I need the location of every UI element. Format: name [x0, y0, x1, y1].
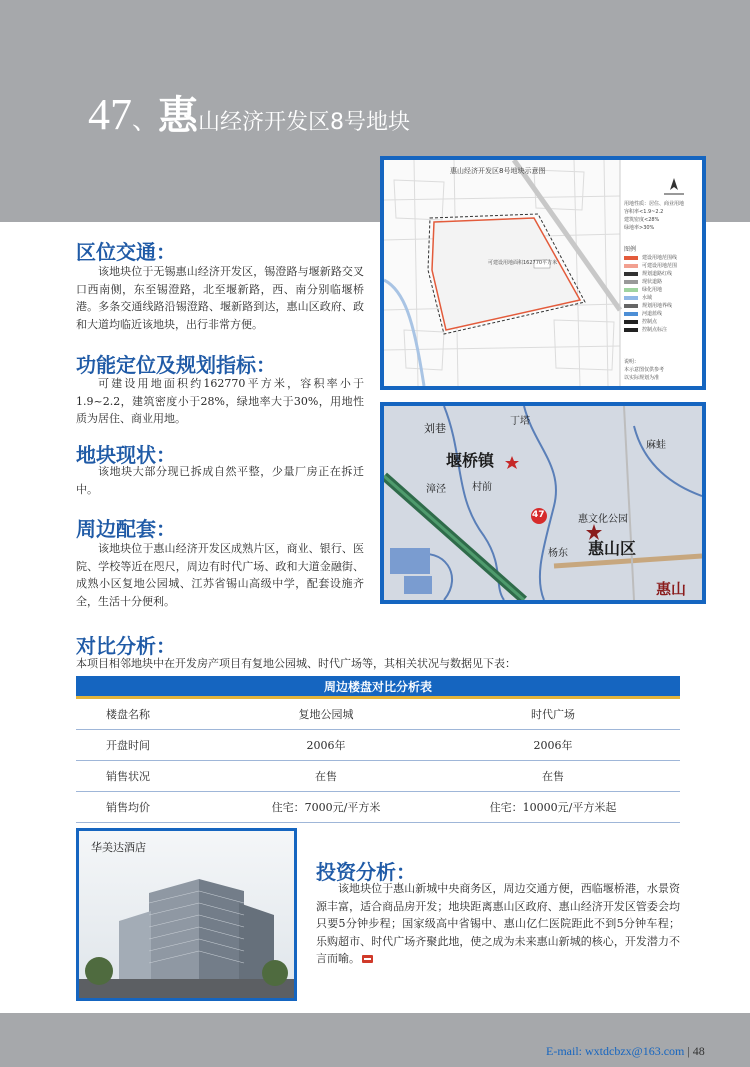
table-cell: 2006年 — [306, 739, 346, 752]
map-label: 惠山区 — [588, 539, 637, 558]
table-cell: 销售状况 — [106, 770, 150, 783]
hotel-photo-drawing — [79, 831, 294, 998]
table-title: 周边楼盘对比分析表 — [76, 676, 680, 699]
site-plan-note: 说明： 本示意图仅供参考 以实际规划为准 — [624, 359, 665, 381]
title-rest: 山经济开发区8号地块 — [198, 110, 411, 135]
section-text-surroundings: 该地块位于惠山经济开发区成熟片区，商业、银行、医院、学校等近在咫尺，周边有时代广场、政和大道金融街、成熟小区复地公园城、江苏省锡山高级中学，配套设施齐全，生活十分便利。 — [76, 542, 364, 608]
legend-item: 可建设用地范围 — [624, 262, 684, 270]
legend-item: 建设用地范围线 — [624, 254, 684, 262]
section-heading-investment: 投资分析： — [316, 860, 416, 884]
legend-item: 控制点标注 — [624, 326, 684, 334]
site-plan-frame — [380, 156, 706, 390]
table-cell: 住宅：10000元/平方米起 — [489, 801, 617, 814]
location-map-frame — [380, 402, 706, 604]
legend-swatch — [624, 272, 638, 276]
legend-swatch — [624, 264, 638, 268]
table-cell: 销售均价 — [106, 801, 150, 814]
table-cell: 住宅：7000元/平方米 — [271, 801, 381, 814]
hotel-photo-label: 华美达酒店 — [91, 841, 146, 854]
site-plan-map — [384, 160, 702, 386]
map-label: 杨东 — [548, 548, 568, 559]
section-heading-location: 区位交通： — [76, 240, 176, 264]
table-cell: 楼盘名称 — [106, 708, 150, 721]
table-cell: 开盘时间 — [106, 739, 150, 752]
spec-line: 绿地率>30% — [624, 225, 655, 231]
site-area-label: 可建设用地面积162770平方米 — [488, 260, 558, 266]
legend-item: 规划用地界线 — [624, 302, 684, 310]
map-label: 刘巷 — [424, 422, 446, 435]
spec-line: 用地性质：居住、商业用地 — [624, 201, 685, 207]
section-text-location: 该地块位于无锡惠山经济开发区，锡澄路与堰新路交叉口西南侧，东至锡澄路，北至堰新路，西、南分别临堰桥港。多条交通线路沿锡澄路、堰新路到达，惠山区政府、政和大道均临近该地块，出行非常方便。 — [76, 265, 364, 331]
section-text-status: 该地块大部分现已拆成自然平整，少量厂房正在拆迁中。 — [76, 465, 364, 496]
legend-item: 河道蓝线 — [624, 310, 684, 318]
section-heading-comparison: 对比分析： — [76, 634, 176, 658]
section-heading-status: 地块现状： — [76, 443, 176, 467]
footer-email: E-mail: wxtdcbzx@163.com — [546, 1044, 685, 1058]
legend-item: 水域 — [624, 294, 684, 302]
section-text-planning: 可建设用地面积约162770平方米，容积率小于1.9~2.2，建筑密度小于28%，绿地率大于30%，用地性质为居住、商业用地。 — [76, 377, 364, 425]
map-label: 惠文化公园 — [578, 514, 628, 525]
table-cell: 复地公园城 — [298, 708, 354, 721]
map-label: 惠山 — [656, 580, 687, 598]
section-heading-surroundings: 周边配套： — [76, 517, 176, 541]
title-number: 47 — [88, 90, 132, 139]
spec-line: 建筑密度<28% — [624, 217, 660, 223]
legend-item: 控制点 — [624, 318, 684, 326]
legend-swatch — [624, 320, 638, 324]
spec-line: 容积率<1.9~2.2 — [624, 209, 664, 215]
site-number-label: 47 — [532, 510, 545, 520]
title-lead-char: 惠 — [158, 93, 199, 139]
map-label: 麻蛙 — [646, 440, 666, 451]
map-label: 村前 — [472, 482, 492, 493]
legend-item: 绿化用地 — [624, 286, 684, 294]
table-cell: 在售 — [542, 770, 564, 783]
title-separator: 、 — [132, 106, 159, 136]
table-row — [76, 730, 680, 761]
legend-swatch — [624, 256, 638, 260]
investment-text: 该地块位于惠山新城中央商务区，周边交通方便，西临堰桥港，水景资源丰富，适合商品房开发；地块距离惠山区政府、惠山经济开发区管委会均只要5分钟步程；国家级高中省锡中、惠山亿仁医院距此不到5分钟车程；乐购超市、时代广场齐聚此地，使之成为未来惠山新城的核心，开发潜力不言而喻。 — [316, 882, 680, 965]
legend-swatch — [624, 296, 638, 300]
section-text-investment — [316, 880, 680, 968]
comparison-table — [76, 676, 680, 823]
table-row — [76, 761, 680, 792]
page-number: 48 — [692, 1044, 705, 1058]
footer: E-mail: wxtdcbzx@163.com | 48 — [546, 1044, 705, 1058]
legend-swatch — [624, 280, 638, 284]
location-map — [384, 406, 702, 600]
legend-swatch — [624, 304, 638, 308]
legend-title: 图例 — [624, 246, 637, 253]
north-arrow-icon — [664, 178, 684, 194]
map-label: 堰桥镇 — [446, 451, 495, 470]
table-cell: 在售 — [315, 770, 337, 783]
table-cell: 时代广场 — [531, 708, 575, 721]
table-row — [76, 699, 680, 730]
legend-swatch — [624, 312, 638, 316]
page-title — [88, 84, 410, 141]
hotel-photo-frame — [76, 828, 297, 1001]
site-plan-legend — [624, 200, 684, 334]
legend-item: 现状道路 — [624, 278, 684, 286]
map-label: 漳泾 — [426, 484, 446, 495]
legend-swatch — [624, 328, 638, 332]
section-heading-planning: 功能定位及规划指标： — [76, 353, 276, 377]
comparison-intro: 本项目相邻地块中在开发房产项目有复地公园城、时代广场等，其相关状况与数据见下表： — [76, 657, 516, 670]
hotel-photo — [79, 831, 294, 998]
end-mark-icon — [362, 955, 373, 963]
table-cell: 2006年 — [533, 739, 573, 752]
legend-swatch — [624, 288, 638, 292]
map-label: 丁塔 — [510, 416, 530, 427]
site-plan-title: 惠山经济开发区8号地块示意图 — [450, 167, 546, 175]
legend-item: 规划道路红线 — [624, 270, 684, 278]
table-row — [76, 792, 680, 823]
